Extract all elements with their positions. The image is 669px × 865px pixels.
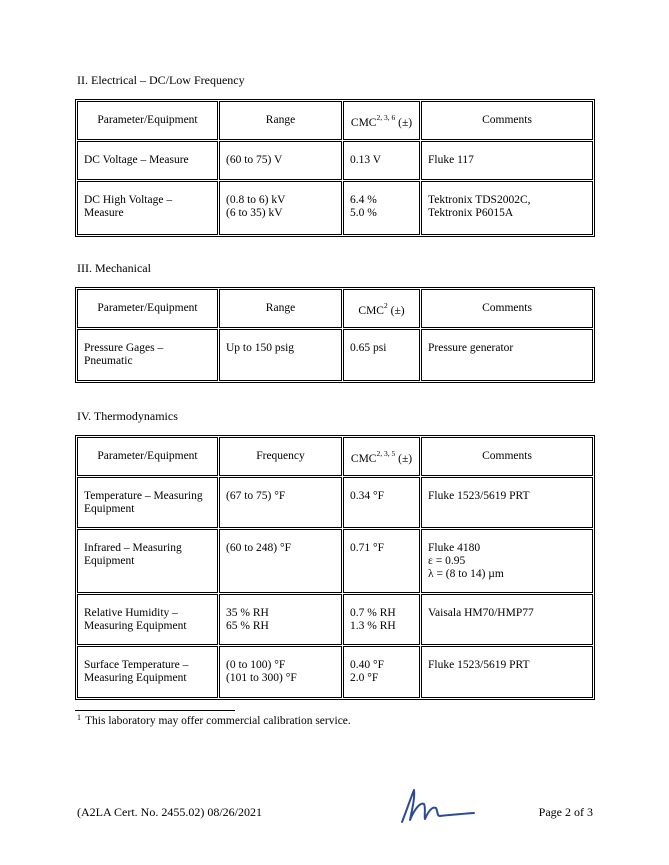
cell-parameter: DC High Voltage – Measure: [77, 181, 218, 235]
cell-parameter: Infrared – Measuring Equipment: [77, 529, 218, 593]
table-row: [77, 529, 593, 593]
header-parameter: Parameter/Equipment: [77, 101, 218, 140]
header-cmc: CMC$^2$ (±): [343, 289, 420, 328]
cell-cmc: 0.34 °F: [343, 477, 420, 528]
cell-comments: Fluke 117: [421, 141, 593, 180]
section-title-electrical: II. Electrical – DC/Low Frequency: [77, 73, 245, 87]
cell-comments: Tektronix TDS2002C, Tektronix P6015A: [421, 181, 593, 235]
cell-comments: Fluke 1523/5619 PRT: [421, 477, 593, 528]
header-comments: Comments: [421, 289, 593, 328]
signature-mark: [398, 786, 478, 829]
electrical-table: [75, 99, 595, 237]
cell-range: (60 to 75) V: [219, 141, 342, 180]
table-header-row: [77, 289, 593, 328]
header-range: Range: [219, 289, 342, 328]
cell-parameter: DC Voltage – Measure: [77, 141, 218, 180]
header-comments: Comments: [421, 101, 593, 140]
footer-cert-number: (A2LA Cert. No. 2455.02) 08/26/2021: [77, 805, 262, 819]
footnote: [77, 715, 351, 727]
footnote-text: This laboratory may offer commercial calibration service.: [85, 715, 351, 727]
footnote-divider: [75, 710, 235, 711]
cell-range: (60 to 248) °F: [219, 529, 342, 593]
cell-parameter: Temperature – Measuring Equipment: [77, 477, 218, 528]
cell-comments: Vaisala HM70/HMP77: [421, 594, 593, 645]
header-range: Range: [219, 101, 342, 140]
table-row: [77, 141, 593, 180]
cell-parameter: Surface Temperature – Measuring Equipment: [77, 646, 218, 698]
header-parameter: Parameter/Equipment: [77, 437, 218, 476]
mechanical-table: [75, 287, 595, 383]
cell-range: (67 to 75) °F: [219, 477, 342, 528]
cell-comments: Pressure generator: [421, 329, 593, 381]
table-row: [77, 594, 593, 645]
cell-range: (0.8 to 6) kV (6 to 35) kV: [219, 181, 342, 235]
cell-parameter: Relative Humidity – Measuring Equipment: [77, 594, 218, 645]
footnote-mark: 1: [77, 713, 81, 722]
header-cmc: CMC$^{2, 3, 5}$ (±): [343, 437, 420, 476]
table-row: [77, 477, 593, 528]
cell-cmc: 0.13 V: [343, 141, 420, 180]
table-row: [77, 181, 593, 235]
header-frequency: Frequency: [219, 437, 342, 476]
header-cmc: CMC$^{2, 3, 6}$ (±): [343, 101, 420, 140]
cell-cmc: 0.71 °F: [343, 529, 420, 593]
thermodynamics-table: [75, 435, 595, 700]
cell-parameter: Pressure Gages – Pneumatic: [77, 329, 218, 381]
header-comments: Comments: [421, 437, 593, 476]
cell-cmc: 0.40 °F 2.0 °F: [343, 646, 420, 698]
footer-page-number: Page 2 of 3: [538, 805, 593, 819]
table-row: [77, 646, 593, 698]
table-header-row: [77, 101, 593, 140]
cell-comments: Fluke 4180 ε = 0.95 λ = (8 to 14) µm: [421, 529, 593, 593]
cell-range: (0 to 100) °F (101 to 300) °F: [219, 646, 342, 698]
cell-cmc: 6.4 % 5.0 %: [343, 181, 420, 235]
cell-comments: Fluke 1523/5619 PRT: [421, 646, 593, 698]
section-title-mechanical: III. Mechanical: [77, 261, 151, 275]
cell-range: 35 % RH 65 % RH: [219, 594, 342, 645]
cell-cmc: 0.7 % RH 1.3 % RH: [343, 594, 420, 645]
cell-cmc: 0.65 psi: [343, 329, 420, 381]
table-row: [77, 329, 593, 381]
table-header-row: [77, 437, 593, 476]
section-title-thermodynamics: IV. Thermodynamics: [77, 409, 178, 423]
cell-range: Up to 150 psig: [219, 329, 342, 381]
header-parameter: Parameter/Equipment: [77, 289, 218, 328]
